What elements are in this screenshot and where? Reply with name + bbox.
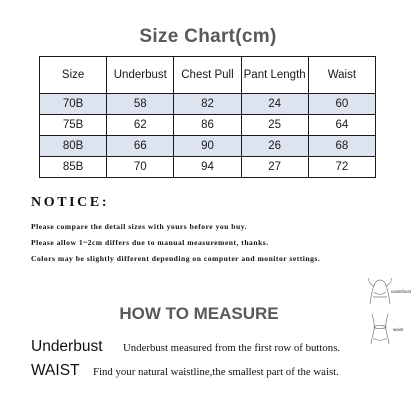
table-cell: 58	[107, 94, 174, 115]
table-cell: 72	[308, 157, 375, 178]
header-underbust: Underbust	[107, 57, 174, 94]
table-cell: 26	[241, 136, 308, 157]
waist-term: WAIST	[31, 362, 80, 379]
table-cell: 86	[174, 115, 241, 136]
table-row	[40, 94, 376, 115]
header-waist: Waist	[308, 57, 375, 94]
table-cell: 68	[308, 136, 375, 157]
table-cell: 82	[174, 94, 241, 115]
table-row	[40, 115, 376, 136]
header-chest-pull: Chest Pull	[174, 57, 241, 94]
table-cell: 64	[308, 115, 375, 136]
table-cell: 90	[174, 136, 241, 157]
size-chart-title: Size Chart(cm)	[139, 26, 277, 47]
table-cell: 94	[174, 157, 241, 178]
how-to-measure-heading: HOW TO MEASURE	[119, 304, 279, 323]
table-cell: 80B	[40, 136, 107, 157]
table-cell: 70B	[40, 94, 107, 115]
underbust-term: Underbust	[31, 338, 103, 355]
table-cell: 75B	[40, 115, 107, 136]
table-row	[40, 157, 376, 178]
table-cell: 66	[107, 136, 174, 157]
waist-description: Find your natural waistline,the smallest part of the waist.	[93, 366, 339, 378]
header-size: Size	[40, 57, 107, 94]
table-cell: 70	[107, 157, 174, 178]
table-cell: 25	[241, 115, 308, 136]
table-cell: 24	[241, 94, 308, 115]
notice-line: Please allow 1~2cm differs due to manual measurement, thanks.	[31, 238, 269, 247]
table-cell: 85B	[40, 157, 107, 178]
size-chart-table	[39, 56, 376, 178]
table-cell: 27	[241, 157, 308, 178]
notice-line: Colors may be slightly different depending on computer and monitor settings.	[31, 254, 321, 263]
table-row	[40, 136, 376, 157]
table-header-row	[40, 57, 376, 94]
underbust-figure-label: underbust	[391, 289, 412, 294]
waist-figure-label: waist	[393, 327, 404, 332]
table-cell: 62	[107, 115, 174, 136]
table-cell: 60	[308, 94, 375, 115]
notice-line: Please compare the detail sizes with yours before you buy.	[31, 222, 248, 231]
underbust-description: Underbust measured from the first row of buttons.	[123, 342, 341, 354]
header-pant-length: Pant Length	[241, 57, 308, 94]
notice-heading: NOTICE:	[31, 195, 110, 210]
